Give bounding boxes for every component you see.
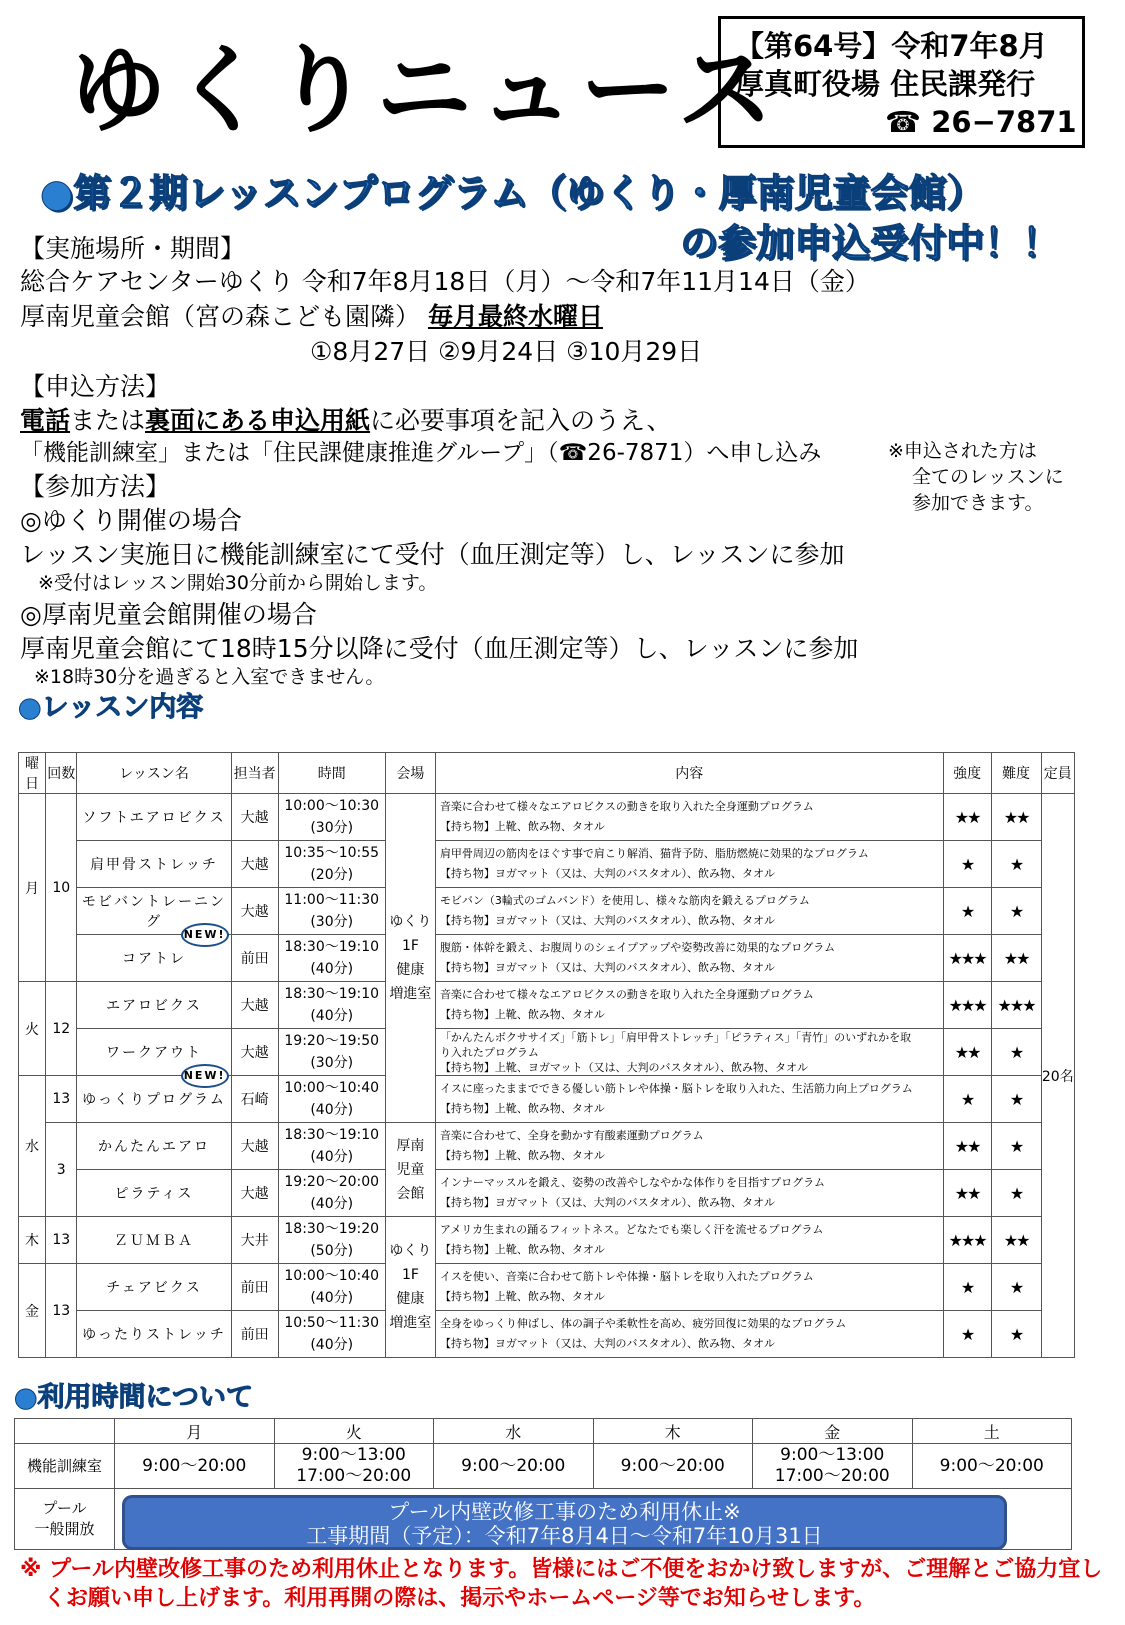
- usage-section-title: ●利用時間について: [14, 1382, 254, 1413]
- usage-day: 土: [912, 1419, 1072, 1444]
- new-badge: NEW!: [181, 1064, 229, 1088]
- lesson-difficulty: ★: [991, 1076, 1041, 1123]
- lesson-time: [278, 1311, 385, 1358]
- lesson-difficulty: ★★★: [991, 982, 1041, 1029]
- lesson-name-text: 肩甲骨ストレッチ: [90, 857, 218, 873]
- lesson-staff: 大越: [231, 888, 278, 935]
- pool-closure-period: 工事期間（予定）：令和7年8月4日～令和7年10月31日: [306, 1524, 823, 1548]
- lesson-row: [19, 1311, 1075, 1358]
- lesson-name: [77, 1123, 231, 1170]
- lesson-intensity: ★★★: [943, 1217, 991, 1264]
- lesson-row: [19, 1170, 1075, 1217]
- col-lesson: レッスン名: [77, 753, 231, 794]
- lesson-day: 木: [19, 1217, 46, 1264]
- lesson-time: [278, 841, 385, 888]
- lesson-name-text: かんたんエアロ: [98, 1139, 210, 1155]
- lesson-time-range: 18:30～19:10: [284, 939, 380, 955]
- lesson-summary: 音楽に合わせて様々なエアロビクスの動きを取り入れた全身運動プログラム: [439, 988, 814, 1001]
- lesson-description: [435, 1311, 943, 1358]
- lesson-difficulty: ★: [991, 841, 1041, 888]
- lesson-summary: イスに座ったままでできる優しい筋トレや体操・脳トレを取り入れた、生活筋力向上プログラム: [439, 1082, 913, 1095]
- lesson-difficulty: ★: [991, 888, 1041, 935]
- issue-info-box: [718, 16, 1085, 148]
- lesson-difficulty: ★: [991, 1311, 1041, 1358]
- lesson-row: [19, 888, 1075, 935]
- lesson-time: [278, 1029, 385, 1076]
- lesson-time: [278, 935, 385, 982]
- join-yukuri-note: ※受付はレッスン開始30分前から開始します。: [38, 572, 438, 594]
- lesson-row: [19, 794, 1075, 841]
- lesson-name-text: コアトレ: [122, 951, 186, 967]
- lesson-name: [77, 982, 231, 1029]
- join-heading: 【参加方法】: [20, 472, 171, 501]
- issue-number: 【第64号】令和7年8月: [735, 29, 1048, 63]
- venue-konan-place: 厚南児童会館（宮の森こども園隣）: [20, 302, 428, 331]
- lesson-difficulty: ★: [991, 1264, 1041, 1311]
- lesson-time-range: 10:00～10:40: [284, 1268, 380, 1284]
- pool-closure-line1: プール内壁改修工事のため利用休止※: [388, 1500, 741, 1524]
- apply-note-2: 全てのレッスンに: [912, 466, 1064, 488]
- lesson-row: [19, 1123, 1075, 1170]
- lesson-name: [77, 1069, 231, 1123]
- lesson-venue: ゆくり 1F 健康 増進室: [385, 1217, 435, 1358]
- lesson-belongings: 【持ち物】ヨガマット（又は、大判のバスタオル）、飲み物、タオル: [439, 961, 775, 974]
- venue-konan-schedule: 毎月最終水曜日: [427, 302, 603, 331]
- lesson-time: [278, 982, 385, 1029]
- apply-phone-emph: 電話: [20, 406, 71, 435]
- apply-or: または: [70, 406, 146, 435]
- lesson-difficulty: ★: [991, 1123, 1041, 1170]
- lesson-name: [77, 1264, 231, 1311]
- lesson-intensity: ★★: [943, 1170, 991, 1217]
- apply-note-1: ※申込された方は: [888, 440, 1037, 462]
- lesson-belongings: 【持ち物】ヨガマット（又は、大判のバスタオル）、飲み物、タオル: [439, 1196, 775, 1209]
- lesson-name-text: チェアビクス: [106, 1280, 202, 1296]
- lesson-description: [435, 1076, 943, 1123]
- lesson-row: [19, 1264, 1075, 1311]
- lesson-staff: 大越: [231, 982, 278, 1029]
- lesson-description: [435, 982, 943, 1029]
- lesson-name-text: ゆっくりプログラム: [82, 1092, 226, 1108]
- lesson-count: 13: [46, 1076, 77, 1123]
- lesson-duration: (40分): [310, 1290, 354, 1306]
- lesson-time: [278, 1076, 385, 1123]
- join-konan-note: ※18時30分を過ぎると入室できません。: [34, 666, 385, 688]
- lesson-intensity: ★: [943, 1264, 991, 1311]
- usage-day: 金: [753, 1419, 913, 1444]
- lesson-summary: り入れたプログラム: [439, 1045, 539, 1059]
- lesson-name-text: モビバントレーニング: [82, 894, 226, 930]
- lesson-day: 水: [19, 1076, 46, 1217]
- issuer: 厚真町役場 住民課発行: [735, 67, 1036, 101]
- lesson-time-range: 10:50～11:30: [284, 1315, 380, 1331]
- lesson-belongings: 【持ち物】ヨガマット（又は、大判のバスタオル）、飲み物、タオル: [439, 914, 775, 927]
- lesson-summary: アメリカ生まれの踊るフィットネス。どなたでも楽しく汗を流せるプログラム: [439, 1223, 824, 1236]
- lesson-count: 13: [46, 1217, 77, 1264]
- usage-room-hours: 9:00～13:00 17:00～20:00: [753, 1444, 913, 1489]
- lesson-count: 3: [46, 1123, 77, 1217]
- apply-instruction: に必要事項を記入のうえ、: [370, 406, 672, 435]
- lesson-belongings: 【持ち物】ヨガマット（又は、大判のバスタオル）、飲み物、タオル: [439, 867, 775, 880]
- usage-room-row: [15, 1444, 1072, 1489]
- lesson-duration: (30分): [310, 1055, 354, 1071]
- lesson-staff: 前田: [231, 935, 278, 982]
- lesson-description: [435, 935, 943, 982]
- lesson-time: [278, 794, 385, 841]
- lesson-intensity: ★: [943, 1311, 991, 1358]
- lesson-name-text: ワークアウト: [106, 1045, 202, 1061]
- venue-heading: 【実施場所・期間】: [20, 234, 246, 263]
- lesson-name-text: ＺＵＭＢＡ: [114, 1233, 194, 1249]
- lesson-summary: イスを使い、音楽に合わせて筋トレや体操・脳トレを取り入れたプログラム: [439, 1270, 814, 1283]
- lesson-section-title: ●レッスン内容: [18, 692, 204, 723]
- usage-day: 月: [115, 1419, 275, 1444]
- usage-room-hours: 9:00～20:00: [593, 1444, 753, 1489]
- lesson-staff: 前田: [231, 1264, 278, 1311]
- lesson-name: [77, 1170, 231, 1217]
- lesson-count: 10: [46, 794, 77, 982]
- lesson-difficulty: ★★: [991, 794, 1041, 841]
- lesson-intensity: ★: [943, 1076, 991, 1123]
- new-badge: NEW!: [181, 923, 229, 947]
- lesson-description: [435, 1264, 943, 1311]
- lesson-summary: 腹筋・体幹を鍛え、お腹周りのシェイプアップや姿勢改善に効果的なプログラム: [439, 941, 836, 954]
- lesson-description: [435, 1123, 943, 1170]
- pool-closure-banner: [122, 1495, 1007, 1550]
- lesson-name: [77, 1217, 231, 1264]
- lesson-description: [435, 888, 943, 935]
- lesson-staff: 前田: [231, 1311, 278, 1358]
- lesson-description: [435, 794, 943, 841]
- usage-pool-label: プール 一般開放: [15, 1489, 115, 1550]
- lesson-name: [77, 794, 231, 841]
- lesson-summary: インナーマッスルを鍛え、姿勢の改善やしなやかな体作りを目指すプログラム: [439, 1176, 826, 1189]
- lesson-staff: 大越: [231, 1029, 278, 1076]
- lesson-row: [19, 1076, 1075, 1123]
- lesson-staff: 大越: [231, 1123, 278, 1170]
- usage-day: 木: [593, 1419, 753, 1444]
- lesson-duration: (40分): [310, 1149, 354, 1165]
- lesson-duration: (20分): [310, 867, 354, 883]
- usage-room-hours: 9:00～13:00 17:00～20:00: [274, 1444, 434, 1489]
- lesson-time: [278, 1217, 385, 1264]
- venue-konan-dates: ①8月27日 ②9月24日 ③10月29日: [310, 337, 703, 366]
- lesson-count: 13: [46, 1264, 77, 1358]
- col-difficulty: 難度: [991, 753, 1041, 794]
- lesson-difficulty: ★★: [991, 1217, 1041, 1264]
- lesson-table: [18, 752, 1075, 1358]
- lesson-venue: ゆくり 1F 健康 増進室: [385, 794, 435, 1123]
- lesson-count: 12: [46, 982, 77, 1076]
- lesson-row: [19, 841, 1075, 888]
- lesson-time: [278, 1264, 385, 1311]
- headline-line1: ●第２期レッスンプログラム（ゆくり・厚南児童会館）: [40, 171, 985, 215]
- usage-header-row: [15, 1419, 1072, 1444]
- lesson-difficulty: ★: [991, 1029, 1041, 1076]
- lesson-belongings: 【持ち物】ヨガマット（又は、大判のバスタオル）、飲み物、タオル: [439, 1337, 775, 1350]
- lesson-time-range: 10:00～10:40: [284, 1080, 380, 1096]
- lesson-belongings: 【持ち物】上靴、飲み物、タオル: [439, 1243, 605, 1256]
- lesson-difficulty: ★★: [991, 935, 1041, 982]
- lesson-time-range: 11:00～11:30: [284, 892, 380, 908]
- pool-closure-note-line2: くお願い申し上げます。利用再開の際は、掲示やホームページ等でお知らせします。: [44, 1586, 876, 1611]
- lesson-header-row: [19, 753, 1075, 794]
- lesson-description: [435, 841, 943, 888]
- lesson-row: [19, 1217, 1075, 1264]
- lesson-time-range: 18:30～19:20: [284, 1221, 380, 1237]
- lesson-name-text: エアロビクス: [106, 998, 202, 1014]
- col-capacity: 定員: [1041, 753, 1074, 794]
- lesson-difficulty: ★: [991, 1170, 1041, 1217]
- lesson-staff: 大越: [231, 1170, 278, 1217]
- lesson-name-text: ゆったりストレッチ: [82, 1327, 226, 1343]
- lesson-duration: (40分): [310, 1008, 354, 1024]
- lesson-venue: 厚南 児童 会館: [385, 1123, 435, 1217]
- venue-yukuri: 総合ケアセンターゆくり 令和7年8月18日（月）～令和7年11月14日（金）: [20, 267, 870, 296]
- lesson-intensity: ★: [943, 888, 991, 935]
- lesson-summary: 音楽に合わせて、全身を動かす有酸素運動プログラム: [439, 1129, 704, 1142]
- apply-line1: [20, 404, 672, 437]
- lesson-belongings: 【持ち物】上靴、飲み物、タオル: [439, 1008, 605, 1021]
- lesson-belongings: 【持ち物】上靴、飲み物、タオル: [439, 820, 605, 833]
- lesson-name-text: ピラティス: [114, 1186, 194, 1202]
- lesson-staff: 大越: [231, 794, 278, 841]
- col-intensity: 強度: [943, 753, 991, 794]
- pool-closure-note: [20, 1555, 1102, 1613]
- col-time: 時間: [278, 753, 385, 794]
- usage-day: 水: [434, 1419, 594, 1444]
- lesson-day: 金: [19, 1264, 46, 1358]
- lesson-belongings: 【持ち物】上靴、飲み物、タオル: [439, 1290, 605, 1303]
- col-content: 内容: [435, 753, 943, 794]
- lesson-time: [278, 888, 385, 935]
- join-yukuri-title: ◎ゆくり開催の場合: [20, 506, 242, 535]
- col-day: 曜日: [19, 753, 46, 794]
- usage-room-hours: 9:00～20:00: [434, 1444, 594, 1489]
- lesson-duration: (40分): [310, 1196, 354, 1212]
- lesson-duration: (50分): [310, 1243, 354, 1259]
- issue-phone: ☎ 26−7871: [885, 105, 1077, 139]
- lesson-description: [435, 1029, 943, 1076]
- pool-closure-note-line1: ※ プール内壁改修工事のため利用休止となります。皆様にはご不便をおかけ致しますが、ご理解とご協力宜し: [20, 1557, 1103, 1582]
- lesson-time-range: 19:20～20:00: [284, 1174, 380, 1190]
- lesson-summary: 「かんたんボクササイズ」「筋トレ」「肩甲骨ストレッチ」「ピラティス」「青竹」のいずれかを取: [439, 1030, 912, 1044]
- join-konan-title: ◎厚南児童会館開催の場合: [20, 600, 317, 629]
- lesson-intensity: ★★★: [943, 935, 991, 982]
- lesson-duration: (30分): [310, 914, 354, 930]
- lesson-intensity: ★★: [943, 1123, 991, 1170]
- lesson-day: 火: [19, 982, 46, 1076]
- lesson-intensity: ★★★: [943, 982, 991, 1029]
- lesson-name: [77, 1311, 231, 1358]
- apply-heading: 【申込方法】: [20, 372, 171, 401]
- lesson-duration: (40分): [310, 961, 354, 977]
- usage-corner: [15, 1419, 115, 1444]
- lesson-day: 月: [19, 794, 46, 982]
- lesson-time-range: 18:30～19:10: [284, 1127, 380, 1143]
- lesson-staff: 大越: [231, 841, 278, 888]
- lesson-description: [435, 1217, 943, 1264]
- masthead-title: ゆくりニュース: [70, 34, 780, 146]
- apply-form-emph: 裏面にある申込用紙: [145, 406, 371, 435]
- usage-room-label: 機能訓練室: [15, 1444, 115, 1489]
- venue-konan: [20, 300, 603, 333]
- lesson-belongings: 【持ち物】上靴、ヨガマット（又は、大判のバスタオル）、飲み物、タオル: [439, 1060, 808, 1074]
- lesson-name: [77, 928, 231, 982]
- lesson-summary: 全身をゆっくり伸ばし、体の調子や柔軟性を高め、疲労回復に効果的なプログラム: [439, 1317, 847, 1330]
- lesson-intensity: ★★: [943, 794, 991, 841]
- usage-room-hours: 9:00～20:00: [912, 1444, 1072, 1489]
- col-venue: 会場: [385, 753, 435, 794]
- col-staff: 担当者: [231, 753, 278, 794]
- lesson-description: [435, 1170, 943, 1217]
- lesson-row: [19, 1029, 1075, 1076]
- lesson-intensity: ★: [943, 841, 991, 888]
- apply-line2: 「機能訓練室」または「住民課健康推進グループ」（☎26-7871）へ申し込み: [20, 440, 822, 466]
- lesson-time-range: 19:20～19:50: [284, 1033, 380, 1049]
- lesson-time-range: 18:30～19:10: [284, 986, 380, 1002]
- lesson-time-range: 10:00～10:30: [284, 798, 380, 814]
- lesson-duration: (30分): [310, 820, 354, 836]
- lesson-time: [278, 1123, 385, 1170]
- headline-line2: の参加申込受付中！！: [680, 221, 1061, 265]
- lesson-time-range: 10:35～10:55: [284, 845, 380, 861]
- join-yukuri-text: レッスン実施日に機能訓練室にて受付（血圧測定等）し、レッスンに参加: [20, 540, 845, 569]
- lesson-summary: 肩甲骨周辺の筋肉をほぐす事で肩こり解消、猫背予防、脂肪燃焼に効果的なプログラム: [439, 847, 869, 860]
- lesson-time: [278, 1170, 385, 1217]
- lesson-staff: 大井: [231, 1217, 278, 1264]
- apply-note-3: 参加できます。: [912, 492, 1044, 514]
- lesson-capacity: 20名: [1041, 794, 1074, 1358]
- lesson-summary: モビバン（3輪式のゴムバンド）を使用し、様々な筋肉を鍛えるプログラム: [439, 894, 810, 907]
- join-konan-text: 厚南児童会館にて18時15分以降に受付（血圧測定等）し、レッスンに参加: [20, 634, 859, 663]
- lesson-belongings: 【持ち物】上靴、飲み物、タオル: [439, 1149, 605, 1162]
- lesson-row: [19, 982, 1075, 1029]
- lesson-belongings: 【持ち物】上靴、飲み物、タオル: [439, 1102, 605, 1115]
- lesson-intensity: ★★: [943, 1029, 991, 1076]
- col-count: 回数: [46, 753, 77, 794]
- lesson-row: [19, 935, 1075, 982]
- lesson-name: [77, 841, 231, 888]
- lesson-staff: 石崎: [231, 1076, 278, 1123]
- usage-room-hours: 9:00～20:00: [115, 1444, 275, 1489]
- usage-day: 火: [274, 1419, 434, 1444]
- lesson-summary: 音楽に合わせて様々なエアロビクスの動きを取り入れた全身運動プログラム: [439, 800, 814, 813]
- lesson-duration: (40分): [310, 1337, 354, 1353]
- lesson-duration: (40分): [310, 1102, 354, 1118]
- lesson-name-text: ソフトエアロビクス: [82, 810, 226, 826]
